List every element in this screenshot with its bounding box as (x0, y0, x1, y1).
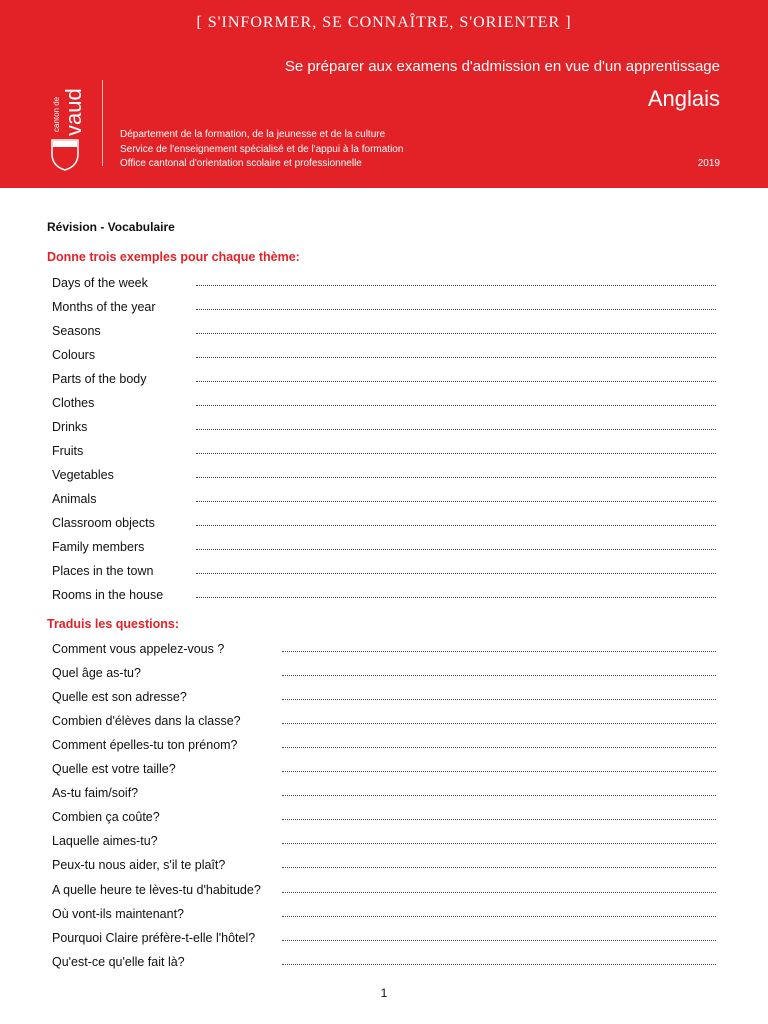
question-row (52, 706, 716, 728)
answer-line[interactable] (282, 651, 716, 652)
question-label: As-tu faim/soif? (52, 786, 139, 800)
answer-line[interactable] (282, 940, 716, 941)
vocab-row (52, 388, 716, 410)
shield-band (53, 141, 77, 147)
translate-instruction: Traduis les questions: (47, 617, 179, 631)
question-label: Peux-tu nous aider, s'il te plaît? (52, 858, 226, 872)
vocab-label: Rooms in the house (52, 588, 164, 602)
question-label: A quelle heure te lèves-tu d'habitude? (52, 883, 261, 897)
vocab-row (52, 316, 716, 338)
question-row (52, 850, 716, 872)
vocab-label: Animals (52, 492, 97, 506)
question-row (52, 658, 716, 680)
vocab-label: Fruits (52, 444, 84, 458)
vocab-label: Vegetables (52, 468, 114, 482)
tagline: [ S'INFORMER, SE CONNAÎTRE, S'ORIENTER ] (196, 14, 572, 31)
answer-line[interactable] (282, 747, 716, 748)
question-row (52, 923, 716, 945)
vocab-row (52, 508, 716, 530)
answer-line[interactable] (196, 285, 716, 286)
question-row (52, 754, 716, 776)
logo-text-big: vaud (61, 88, 86, 136)
answer-line[interactable] (282, 771, 716, 772)
vocab-label: Classroom objects (52, 516, 155, 530)
section-title: Révision - Vocabulaire (47, 220, 175, 234)
question-row (52, 634, 716, 656)
vocab-label: Parts of the body (52, 372, 147, 386)
question-row (52, 682, 716, 704)
question-row (52, 826, 716, 848)
answer-line[interactable] (196, 597, 716, 598)
logo-text-small: canton de (52, 96, 61, 132)
answer-line[interactable] (196, 333, 716, 334)
vocab-label: Colours (52, 348, 96, 362)
question-label: Combien ça coûte? (52, 810, 160, 824)
question-label: Comment vous appelez-vous ? (52, 642, 225, 656)
question-row (52, 730, 716, 752)
question-row (52, 875, 716, 897)
answer-line[interactable] (282, 819, 716, 820)
vocab-label: Places in the town (52, 564, 154, 578)
vocab-label: Drinks (52, 420, 88, 434)
canton-vaud-logo (44, 72, 106, 172)
question-label: Quelle est son adresse? (52, 690, 187, 704)
answer-line[interactable] (196, 453, 716, 454)
vocab-row (52, 532, 716, 554)
vocab-label: Days of the week (52, 276, 148, 290)
answer-line[interactable] (282, 699, 716, 700)
subject-title: Anglais (647, 86, 720, 111)
answer-line[interactable] (196, 549, 716, 550)
question-row (52, 802, 716, 824)
answer-line[interactable] (196, 405, 716, 406)
vocab-row (52, 484, 716, 506)
vocab-row (52, 292, 716, 314)
answer-line[interactable] (196, 525, 716, 526)
question-label: Qu'est-ce qu'elle fait là? (52, 955, 185, 969)
vocab-label: Family members (52, 540, 145, 554)
answer-line[interactable] (282, 867, 716, 868)
vocab-label: Seasons (52, 324, 101, 338)
answer-line[interactable] (196, 357, 716, 358)
department-line: Département de la formation, de la jeunesse et de la culture (120, 129, 386, 140)
vocab-row (52, 268, 716, 290)
document-subtitle: Se préparer aux examens d'admission en vue d'un apprentissage (284, 58, 720, 75)
page-number: 1 (380, 986, 388, 1000)
question-label: Pourquoi Claire préfère-t-elle l'hôtel? (52, 931, 256, 945)
question-row (52, 947, 716, 969)
vocab-row (52, 412, 716, 434)
vocab-row (52, 340, 716, 362)
vocab-row (52, 436, 716, 458)
question-label: Quel âge as-tu? (52, 666, 141, 680)
question-row (52, 778, 716, 800)
answer-line[interactable] (282, 723, 716, 724)
answer-line[interactable] (196, 381, 716, 382)
vocab-instruction: Donne trois exemples pour chaque thème: (47, 250, 300, 264)
department-line: Office cantonal d'orientation scolaire et professionnelle (120, 158, 362, 169)
vocab-row (52, 556, 716, 578)
year: 2019 (697, 158, 720, 169)
answer-line[interactable] (196, 573, 716, 574)
question-label: Laquelle aimes-tu? (52, 834, 158, 848)
vocab-row (52, 460, 716, 482)
question-label: Combien d'élèves dans la classe? (52, 714, 241, 728)
department-info (120, 128, 403, 172)
vocab-label: Months of the year (52, 300, 156, 314)
answer-line[interactable] (282, 795, 716, 796)
answer-line[interactable] (282, 675, 716, 676)
question-label: Comment épelles-tu ton prénom? (52, 738, 238, 752)
department-line: Service de l'enseignement spécialisé et de l'appui à la formation (120, 143, 404, 155)
header-banner (0, 0, 768, 188)
answer-line[interactable] (282, 964, 716, 965)
question-label: Quelle est votre taille? (52, 762, 176, 776)
answer-line[interactable] (282, 892, 716, 893)
question-row (52, 899, 716, 921)
answer-line[interactable] (282, 843, 716, 844)
answer-line[interactable] (196, 429, 716, 430)
question-label: Où vont-ils maintenant? (52, 907, 185, 921)
vocab-row (52, 580, 716, 602)
header-divider (102, 80, 103, 166)
answer-line[interactable] (282, 916, 716, 917)
vocab-row (52, 364, 716, 386)
answer-line[interactable] (196, 501, 716, 502)
vocab-label: Clothes (52, 396, 95, 410)
answer-line[interactable] (196, 309, 716, 310)
answer-line[interactable] (196, 477, 716, 478)
